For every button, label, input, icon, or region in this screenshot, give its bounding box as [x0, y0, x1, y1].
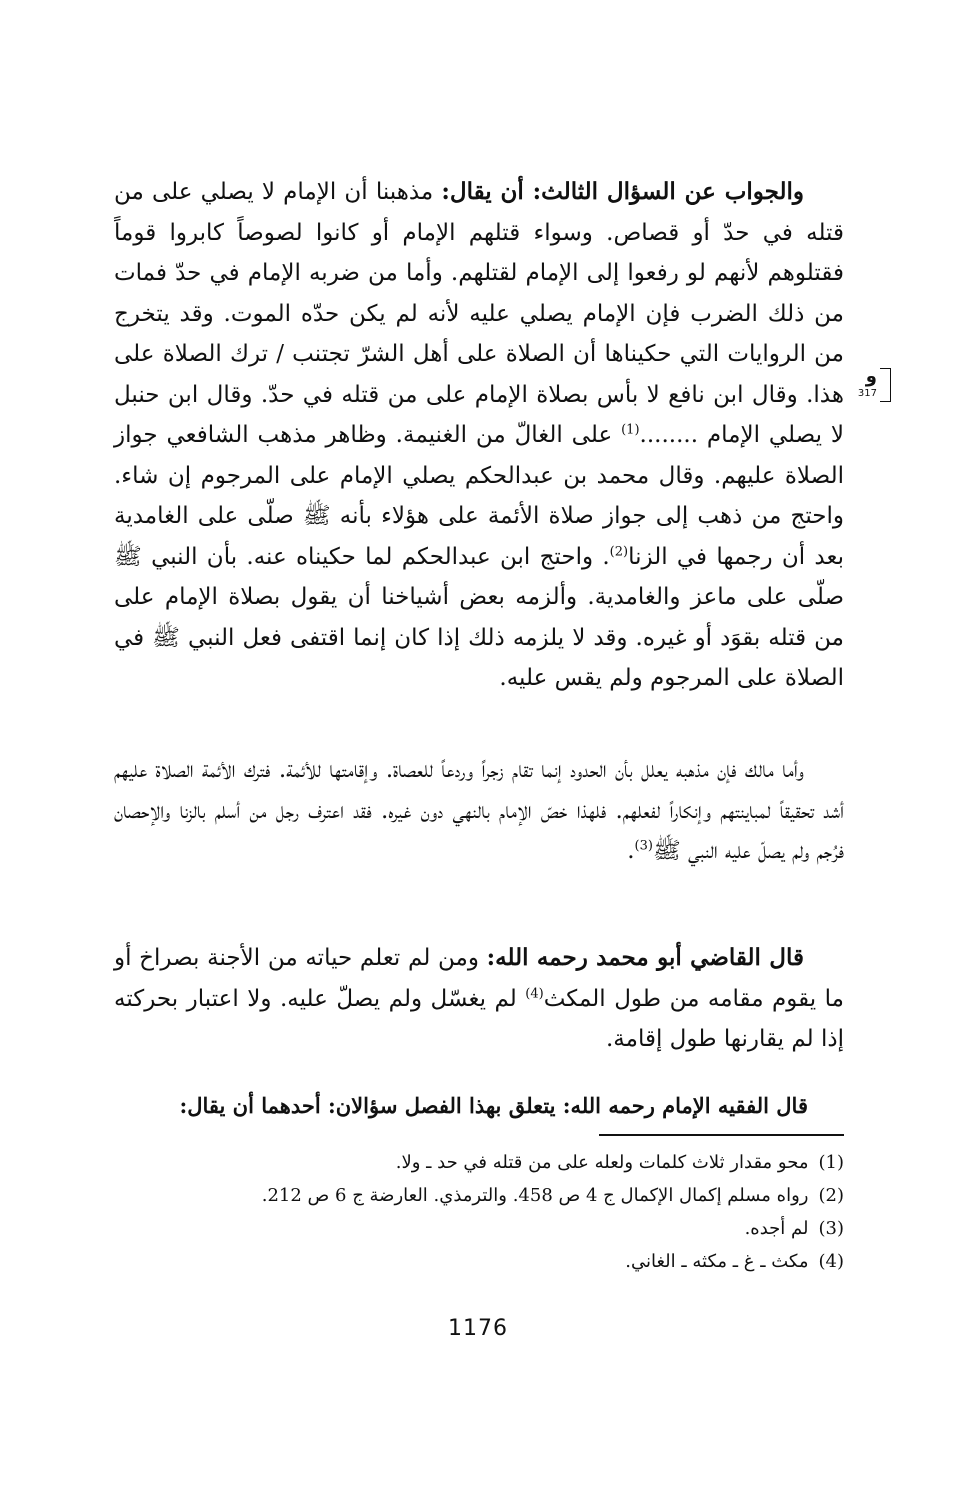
- footnote-number: (1): [818, 1152, 844, 1173]
- footnote-separator: [599, 1134, 844, 1136]
- footnote-ref-4: (4): [525, 985, 544, 1001]
- footnote-text: رواه مسلم إكمال الإكمال ج 4 ص 458. والترمذي. العارضة ج 6 ص 212.: [261, 1185, 809, 1206]
- paragraph-3: [114, 938, 844, 1060]
- paragraph-3-text-b: لم يغسّل ولم يصلّ عليه. ولا اعتبار بحركته إذا لم يقارنها طول إقامة.: [114, 985, 844, 1052]
- footnote-number: (4): [818, 1251, 844, 1272]
- paragraph-3-text-a: ومن لم تعلم حياته من الأجنة بصراخ أو ما يقوم مقامه من طول المكث: [114, 945, 844, 1012]
- paragraph-2-text-b: .: [627, 838, 635, 864]
- paragraph-3-lead: قال القاضي أبو محمد رحمه الله:: [486, 944, 804, 971]
- footnote-text: مكث ـ غ ـ مكثه ـ الغاني.: [625, 1251, 809, 1272]
- paragraph-2: [114, 750, 844, 872]
- folio-letter: و: [865, 366, 877, 387]
- folio-bracket: [880, 368, 891, 402]
- footnote-item: [114, 1146, 844, 1179]
- manuscript-folio-marker: [855, 368, 891, 404]
- footnote-ref-2: (2): [609, 543, 629, 559]
- footnote-ref-1: (1): [621, 422, 640, 438]
- folio-number: 317: [857, 388, 877, 399]
- paragraph-1-text-b: على الغالّ من الغنيمة. وظاهر مذهب الشافعي جواز الصلاة عليهم. وقال محمد بن عبدالحكم يصلي الإمام على المرجوم إن شاء. واحتج من ذهب إلى جواز صلاة الأئمة على هؤلاء بأنه ﷺ صلّى على الغامدية بعد أن رجمها في الزنا: [114, 422, 844, 570]
- footnote-item: [114, 1179, 844, 1212]
- paragraph-1-lead: والجواب عن السؤال الثالث: أن يقال:: [441, 178, 804, 205]
- footnotes-list: [114, 1146, 844, 1278]
- page-number: 1176: [448, 1316, 508, 1341]
- paragraph-1-text-a: مذهبنا أن الإمام لا يصلي على من قتله في حدّ أو قصاص. وسواء قتلهم الإمام أو كانوا لصوصاً كابروا قوماً فقتلوهم لأنهم لو رفعوا إلى الإمام لقتلهم. وأما من ضربه الإمام في حدّ فمات من ذلك الضرب فإن الإمام يصلي عليه لأنه لم يكن حدّه الموت. وقد يتخرج من الروايات التي حكيناها أن الصلاة على أهل الشرّ تجتنب / ترك الصلاة على هذا. وقال ابن نافع لا بأس بصلاة الإمام على من قتله في حدّ. وقال ابن حنبل لا يصلي الإمام ........: [114, 179, 845, 448]
- paragraph-1: [114, 172, 844, 699]
- paragraph-2-text-a: وأما مالك فإن مذهبه يعلل بأن الحدود إنما تقام زجراً وردعاً للعصاة. وإقامتها للأئمة. فترك الأئمة الصلاة عليهم أشد تحقيقاً لمباينتهم وإنكاراً لفعلهم. فلهذا خصّ الإمام بالنهي دون غيره. فقد اعترف رجل من أسلم بالزنا والإحصان فرُجم ولم يصلّ عليه النبي ﷺ: [114, 757, 844, 864]
- paragraph-4-heading: قال الفقيه الإمام رحمه الله: يتعلق بهذا الفصل سؤالان: أحدهما أن يقال:: [179, 1093, 808, 1118]
- footnote-text: لم أجده.: [744, 1218, 809, 1239]
- footnote-number: (3): [818, 1218, 844, 1239]
- footnote-number: (2): [818, 1185, 844, 1206]
- footnote-text: محو مقدار ثلاث كلمات ولعله على من قتله في حد ـ ولا.: [395, 1152, 809, 1173]
- footnote-item: [114, 1245, 844, 1278]
- footnote-ref-3: (3): [634, 838, 653, 854]
- paragraph-1-text-c: . واحتج ابن عبدالحكم لما حكيناه عنه. بأن النبي ﷺ صلّى على ماعز والغامدية. وألزمه بعض أشياخنا أن يقول بصلاة الإمام على من قتله بقوَد أو غيره. وقد لا يلزمه ذلك إذا كان إنما اقتفى فعل النبي ﷺ في الصلاة على المرجوم ولم يقس عليه.: [114, 543, 844, 691]
- footnote-item: [114, 1212, 844, 1245]
